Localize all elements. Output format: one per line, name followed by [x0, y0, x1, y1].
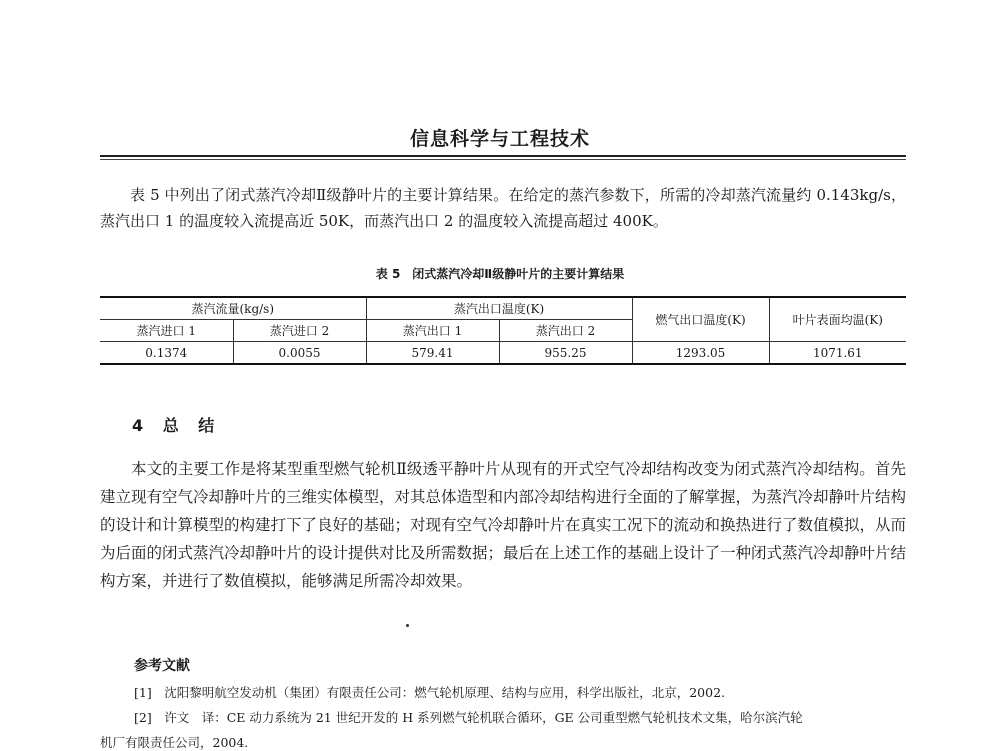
cell-inlet-1-flow: 0.1374 — [100, 342, 233, 365]
header-steam-outlet-temp: 蒸汽出口温度(K) — [366, 297, 632, 320]
scan-artifact-dot — [406, 624, 409, 627]
table-caption: 表 5 闭式蒸汽冷却Ⅱ级静叶片的主要计算结果 — [375, 267, 625, 281]
cell-blade-avg-temp: 1071.61 — [769, 342, 906, 365]
header-inlet-1: 蒸汽进口 1 — [100, 320, 233, 342]
header-rule-thick — [100, 155, 906, 157]
table-row — [100, 342, 906, 365]
reference-item-1: [1] 沈阳黎明航空发动机（集团）有限责任公司：燃气轮机原理、结构与应用，科学出版社，北京，2002. — [134, 685, 725, 700]
results-table — [100, 296, 906, 365]
section-heading: 4 总 结 — [132, 416, 215, 435]
header-gas-outlet-temp: 燃气出口温度(K) — [632, 297, 769, 342]
running-header-title: 信息科学与工程技术 — [409, 128, 590, 150]
header-blade-avg-temp: 叶片表面均温(K) — [769, 297, 906, 342]
cell-outlet-1-temp: 579.41 — [366, 342, 499, 365]
references-heading: 参考文献 — [134, 658, 190, 674]
cell-inlet-2-flow: 0.0055 — [233, 342, 366, 365]
header-steam-flow: 蒸汽流量(kg/s) — [100, 297, 366, 320]
reference-item-2-continuation: 机厂有限责任公司，2004. — [100, 735, 249, 750]
header-rule-thin — [100, 159, 906, 160]
header-outlet-2: 蒸汽出口 2 — [499, 320, 632, 342]
conclusion-paragraph: 本文的主要工作是将某型重型燃气轮机Ⅱ级透平静叶片从现有的开式空气冷却结构改变为闭式蒸汽冷却结构。首先建立现有空气冷却静叶片的三维实体模型，对其总体造型和内部冷却结构进行全面的了解掌握，为蒸汽冷却静叶片结构的设计和计算模型的构建打下了良好的基础；对现有空气冷却静叶片在真实工况下的流动和换热进行了数值模拟，从而为后面的闭式蒸汽冷却静叶片的设计提供对比及所需数据；最后在上述工作的基础上设计了一种闭式蒸汽冷却静叶片结构方案，并进行了数值模拟，能够满足所需冷却效果。 — [100, 460, 907, 590]
intro-paragraph: 表 5 中列出了闭式蒸汽冷却Ⅱ级静叶片的主要计算结果。在给定的蒸汽参数下，所需的冷却蒸汽流量约 0.143kg/s，蒸汽出口 1 的温度较入流提高近 50K，而蒸汽出口 2 的温度较入流提高超过 400K。 — [100, 186, 906, 230]
header-outlet-1: 蒸汽出口 1 — [366, 320, 499, 342]
header-inlet-2: 蒸汽进口 2 — [233, 320, 366, 342]
reference-item-2: [2] 许文 译：CE 动力系统为 21 世纪开发的 H 系列燃气轮机联合循环，GE 公司重型燃气轮机技术文集，哈尔滨汽轮 — [134, 710, 803, 725]
cell-outlet-2-temp: 955.25 — [499, 342, 632, 365]
cell-gas-outlet-temp: 1293.05 — [632, 342, 769, 365]
table-header-row — [100, 297, 906, 320]
